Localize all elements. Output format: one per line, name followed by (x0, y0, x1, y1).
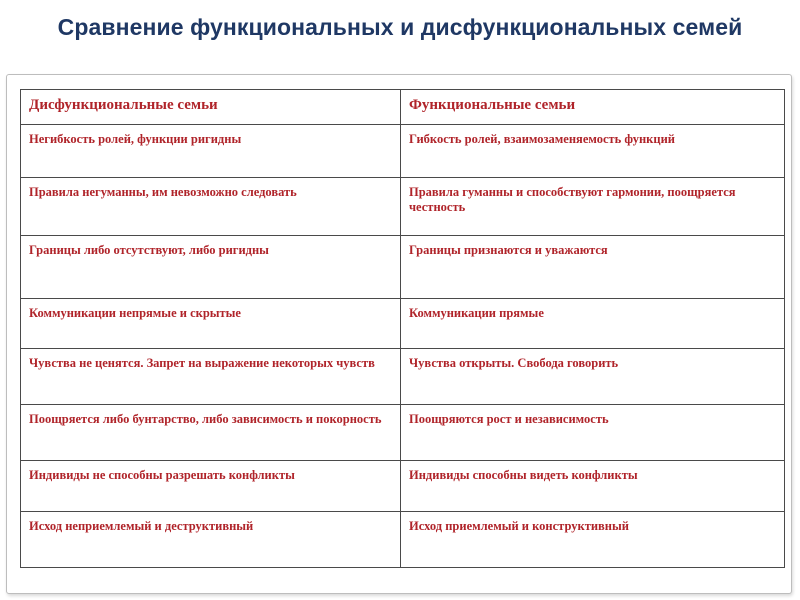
cell-functional: Правила гуманны и способствуют гармонии, поощряется честность (401, 178, 785, 236)
table-header-row (21, 90, 785, 125)
table-row (21, 405, 785, 461)
cell-functional: Коммуникации прямые (401, 299, 785, 349)
table-row (21, 512, 785, 568)
table-row (21, 178, 785, 236)
table-row (21, 125, 785, 178)
cell-dysfunctional: Правила негуманны, им невозможно следовать (21, 178, 401, 236)
header-functional: Функциональные семьи (401, 90, 785, 125)
cell-dysfunctional: Коммуникации непрямые и скрытые (21, 299, 401, 349)
cell-dysfunctional: Исход неприемлемый и деструктивный (21, 512, 401, 568)
cell-functional: Гибкость ролей, взаимозаменяемость функций (401, 125, 785, 178)
cell-dysfunctional: Негибкость ролей, функции ригидны (21, 125, 401, 178)
cell-functional: Поощряются рост и независимость (401, 405, 785, 461)
comparison-table (20, 89, 785, 568)
header-dysfunctional: Дисфункциональные семьи (21, 90, 401, 125)
cell-functional: Границы признаются и уважаются (401, 236, 785, 299)
table-row (21, 299, 785, 349)
cell-functional: Чувства открыты. Свобода говорить (401, 349, 785, 405)
cell-functional: Индивиды способны видеть конфликты (401, 461, 785, 512)
cell-dysfunctional: Поощряется либо бунтарство, либо зависимость и покорность (21, 405, 401, 461)
cell-dysfunctional: Границы либо отсутствуют, либо ригидны (21, 236, 401, 299)
table-row (21, 349, 785, 405)
table-row (21, 236, 785, 299)
cell-dysfunctional: Индивиды не способны разрешать конфликты (21, 461, 401, 512)
table-row (21, 461, 785, 512)
cell-functional: Исход приемлемый и конструктивный (401, 512, 785, 568)
slide-title: Сравнение функциональных и дисфункциональных семей (57, 14, 743, 40)
cell-dysfunctional: Чувства не ценятся. Запрет на выражение некоторых чувств (21, 349, 401, 405)
